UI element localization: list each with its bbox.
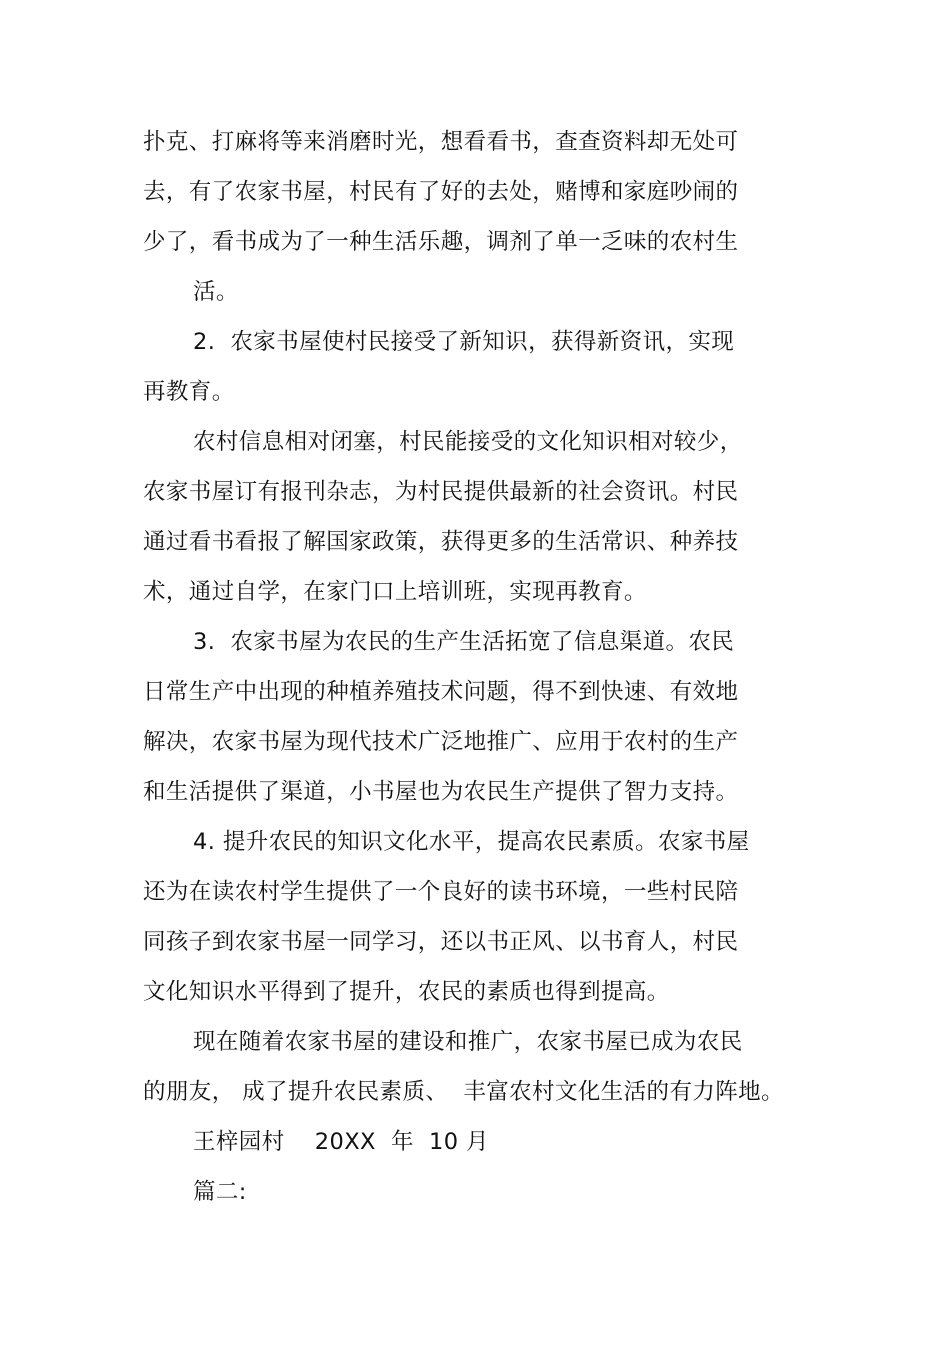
body-text-line: 的朋友， 成了提升农民素质、 丰富农村文化生活的有力阵地。: [143, 1079, 784, 1105]
numbered-point-4-heading: 4. 提升农民的知识文化水平，提高农民素质。农家书屋: [193, 829, 750, 855]
body-text-line: 再教育。: [143, 379, 235, 405]
body-text-line: 农家书屋订有报刊杂志，为村民提供最新的社会资讯。村民: [143, 479, 739, 505]
body-text-line: 活。: [193, 279, 239, 305]
conclusion-paragraph-start: 现在随着农家书屋的建设和推广，农家书屋已成为农民: [193, 1029, 743, 1055]
numbered-point-3-heading: 3. 农家书屋为农民的生产生活拓宽了信息渠道。农民: [193, 629, 735, 655]
numbered-point-2-heading: 2. 农家书屋使村民接受了新知识，获得新资讯，实现: [193, 329, 735, 355]
body-text-line: 日常生产中出现的种植养殖技术问题，得不到快速、有效地: [143, 679, 739, 705]
signature-date-line: 王梓园村 20XX 年 10 月: [193, 1129, 489, 1155]
section-heading: 篇二:: [193, 1179, 247, 1205]
body-text-line: 去，有了农家书屋，村民有了好的去处，赌博和家庭吵闹的: [143, 179, 739, 205]
body-text-line: 扑克、打麻将等来消磨时光，想看看书，查查资料却无处可: [143, 129, 739, 155]
body-text-line: 解决，农家书屋为现代技术广泛地推广、应用于农村的生产: [143, 729, 739, 755]
body-text-line: 少了，看书成为了一种生活乐趣，调剂了单一乏味的农村生: [143, 229, 739, 255]
body-text-line: 还为在读农村学生提供了一个良好的读书环境，一些村民陪: [143, 879, 739, 905]
paragraph-start-line: 农村信息相对闭塞，村民能接受的文化知识相对较少，: [193, 429, 743, 455]
body-text-line: 术，通过自学，在家门口上培训班，实现再教育。: [143, 579, 647, 605]
body-text-line: 和生活提供了渠道，小书屋也为农民生产提供了智力支持。: [143, 779, 739, 805]
body-text-line: 文化知识水平得到了提升，农民的素质也得到提高。: [143, 979, 670, 1005]
body-text-line: 通过看书看报了解国家政策，获得更多的生活常识、种养技: [143, 529, 739, 555]
body-text-line: 同孩子到农家书屋一同学习，还以书正风、以书育人，村民: [143, 929, 739, 955]
